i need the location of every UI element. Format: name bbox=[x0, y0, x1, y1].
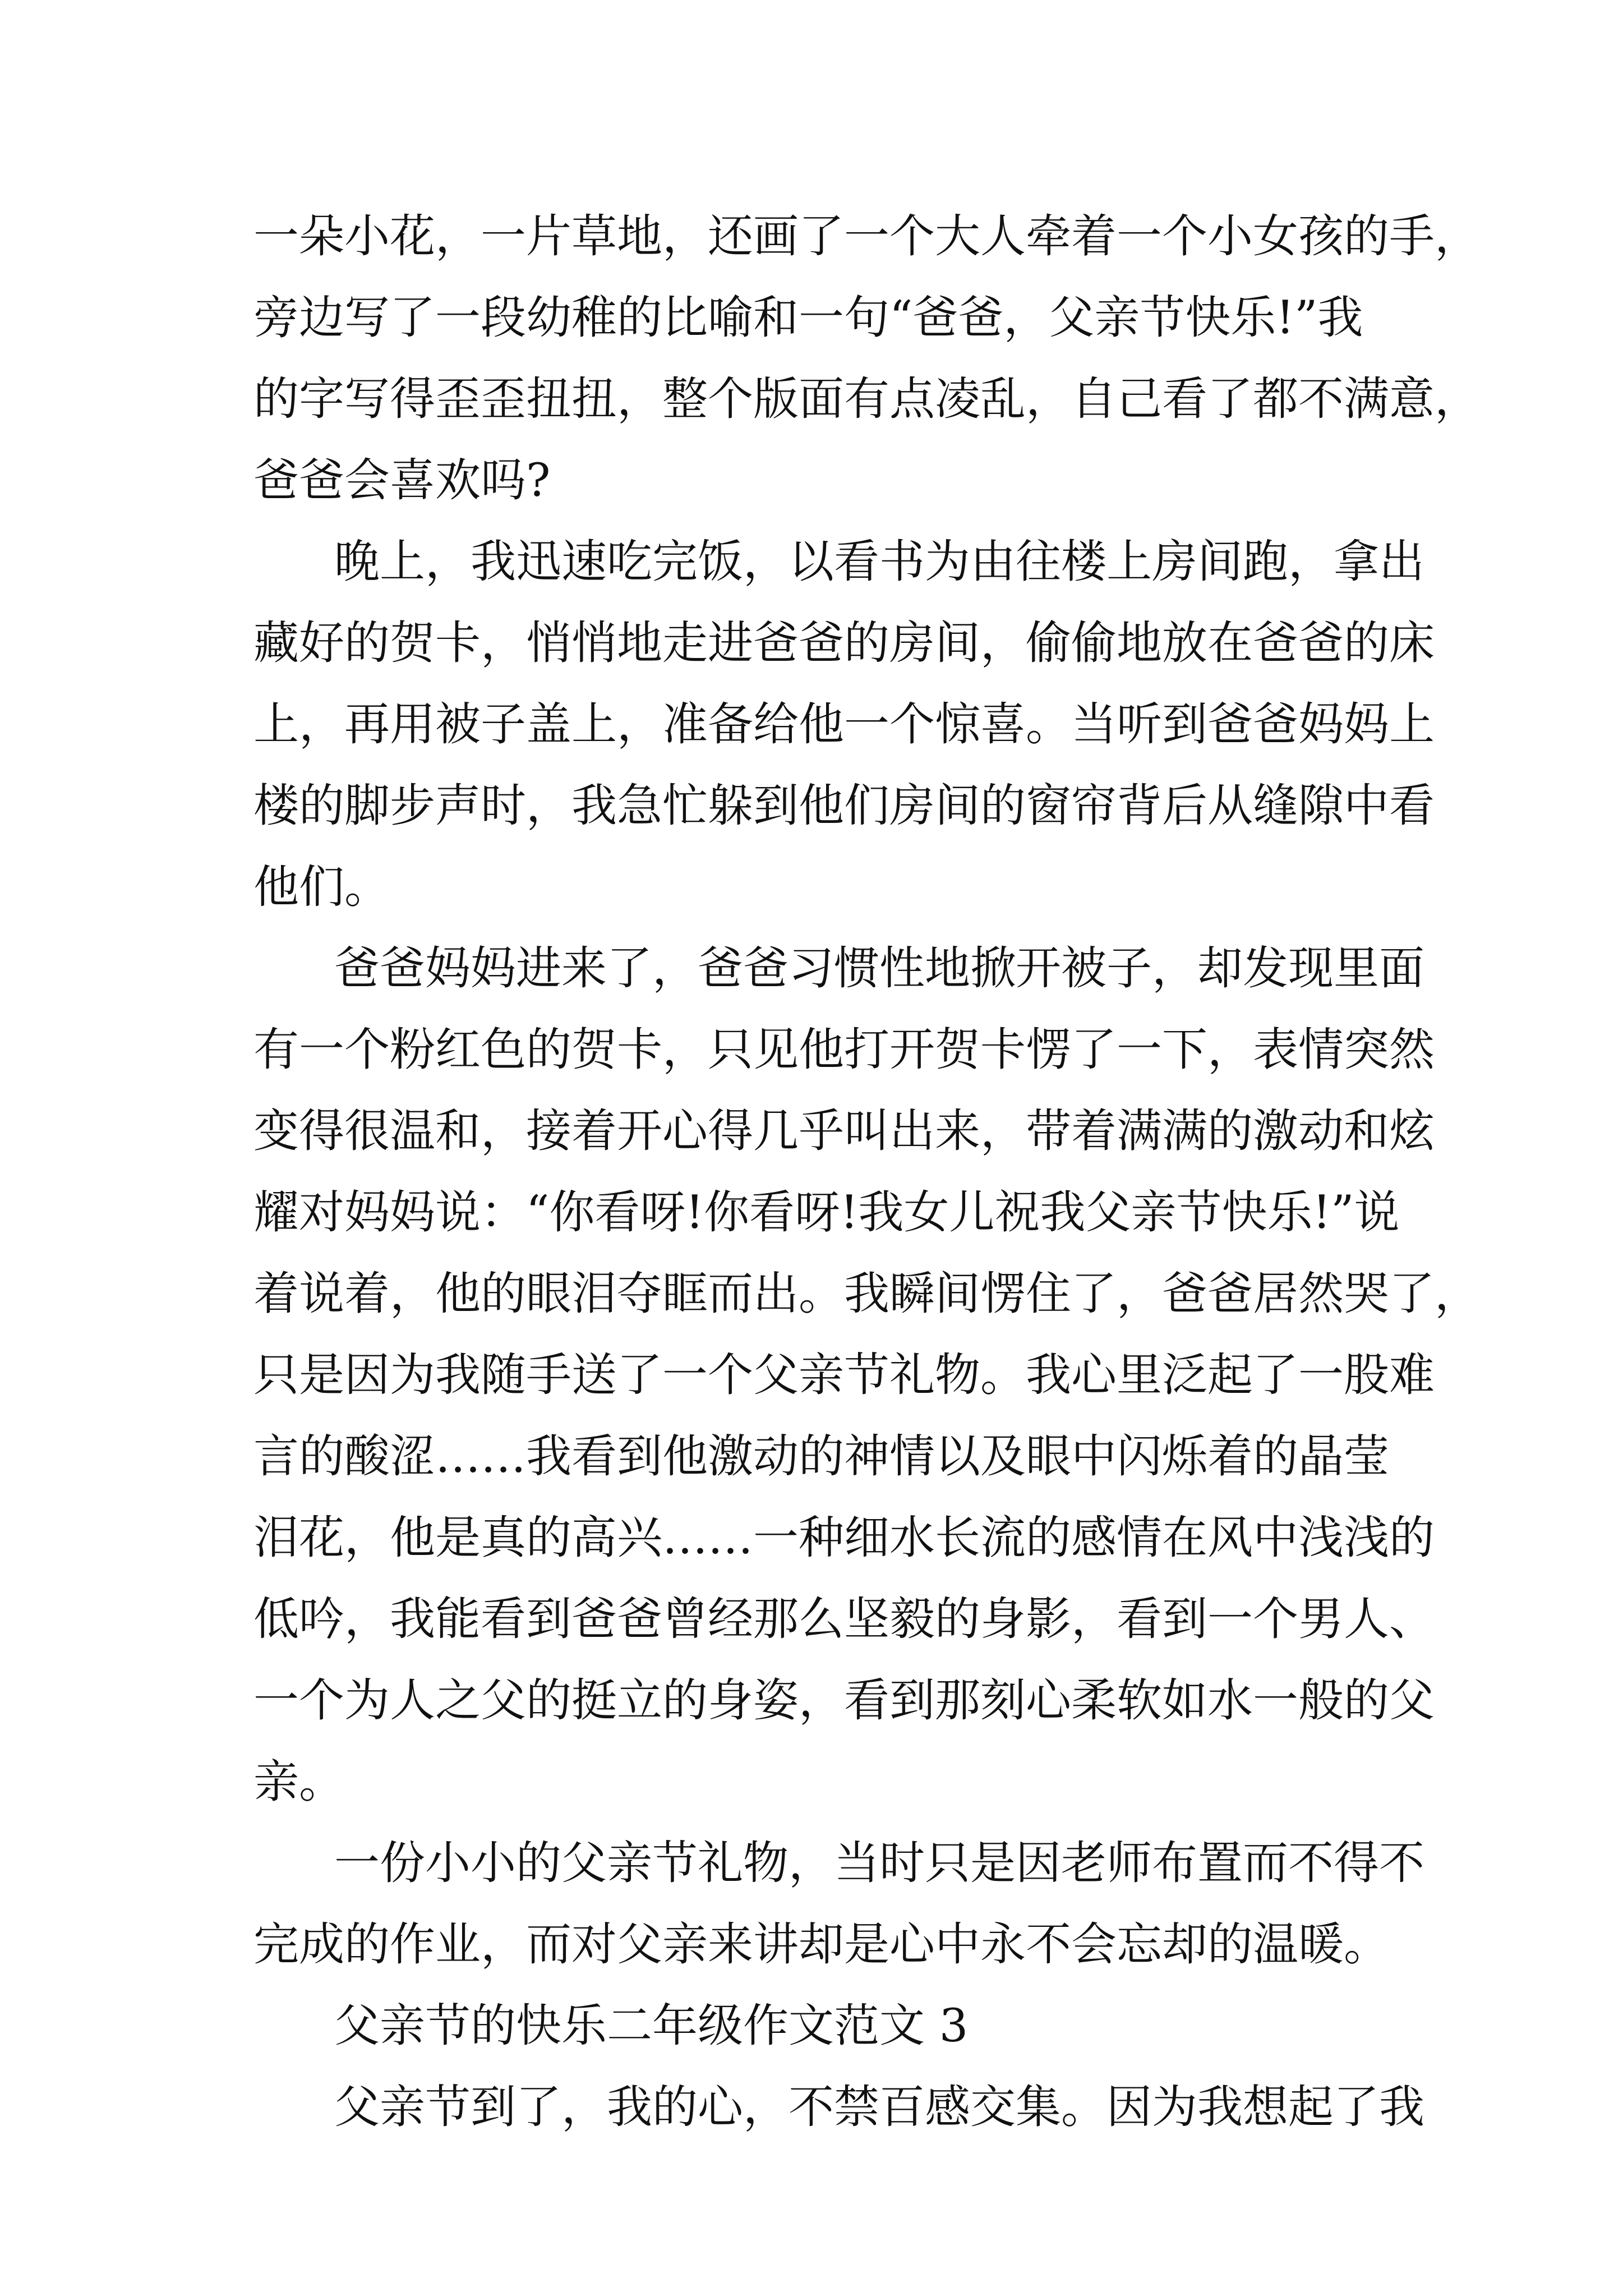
paragraph-first-line: 一份小小的父亲节礼物，当时只是因老师布置而不得不 bbox=[334, 1837, 1425, 1890]
text-line: 变得很温和，接着开心得几乎叫出来，带着满满的激动和炫 bbox=[253, 1105, 1435, 1158]
section-heading: 父亲节的快乐二年级作文范文 3 bbox=[334, 2000, 969, 2053]
paragraph-first-line: 爸爸妈妈进来了，爸爸习惯性地掀开被子，却发现里面 bbox=[334, 942, 1425, 995]
text-line: 上，再用被子盖上，准备给他一个惊喜。当听到爸爸妈妈上 bbox=[253, 698, 1435, 751]
text-line: 完成的作业，而对父亲来讲却是心中永不会忘却的温暖。 bbox=[253, 1918, 1390, 1971]
text-line: 藏好的贺卡，悄悄地走进爸爸的房间，偷偷地放在爸爸的床 bbox=[253, 617, 1435, 670]
text-line: 旁边写了一段幼稚的比喻和一句“爸爸，父亲节快乐!”我 bbox=[253, 292, 1363, 344]
text-line: 他们。 bbox=[253, 861, 390, 914]
paragraph-first-line: 父亲节到了，我的心，不禁百感交集。因为我想起了我 bbox=[334, 2081, 1425, 2134]
text-line: 耀对妈妈说：“你看呀!你看呀!我女儿祝我父亲节快乐!”说 bbox=[253, 1186, 1400, 1239]
text-line: 言的酸涩……我看到他激动的神情以及眼中闪烁着的晶莹 bbox=[253, 1430, 1390, 1483]
text-line: 楼的脚步声时，我急忙躲到他们房间的窗帘背后从缝隙中看 bbox=[253, 780, 1435, 832]
paragraph-first-line: 晚上，我迅速吃完饭，以看书为由往楼上房间跑，拿出 bbox=[334, 536, 1425, 588]
text-line: 的字写得歪歪扭扭，整个版面有点凌乱，自己看了都不满意， bbox=[253, 373, 1481, 426]
text-line: 只是因为我随手送了一个父亲节礼物。我心里泛起了一股难 bbox=[253, 1349, 1435, 1402]
text-line: 低吟，我能看到爸爸曾经那么坚毅的身影，看到一个男人、 bbox=[253, 1593, 1435, 1646]
text-line: 亲。 bbox=[253, 1756, 345, 1809]
text-line: 有一个粉红色的贺卡，只见他打开贺卡愣了一下，表情突然 bbox=[253, 1024, 1435, 1076]
text-line: 一朵小花，一片草地，还画了一个大人牵着一个小女孩的手， bbox=[253, 210, 1481, 263]
text-line: 泪花，他是真的高兴……一种细水长流的感情在风中浅浅的 bbox=[253, 1512, 1435, 1565]
text-line: 一个为人之父的挺立的身姿，看到那刻心柔软如水一般的父 bbox=[253, 1674, 1435, 1727]
text-line: 爸爸会喜欢吗? bbox=[253, 454, 551, 507]
text-line: 着说着，他的眼泪夺眶而出。我瞬间愣住了，爸爸居然哭了， bbox=[253, 1268, 1481, 1320]
